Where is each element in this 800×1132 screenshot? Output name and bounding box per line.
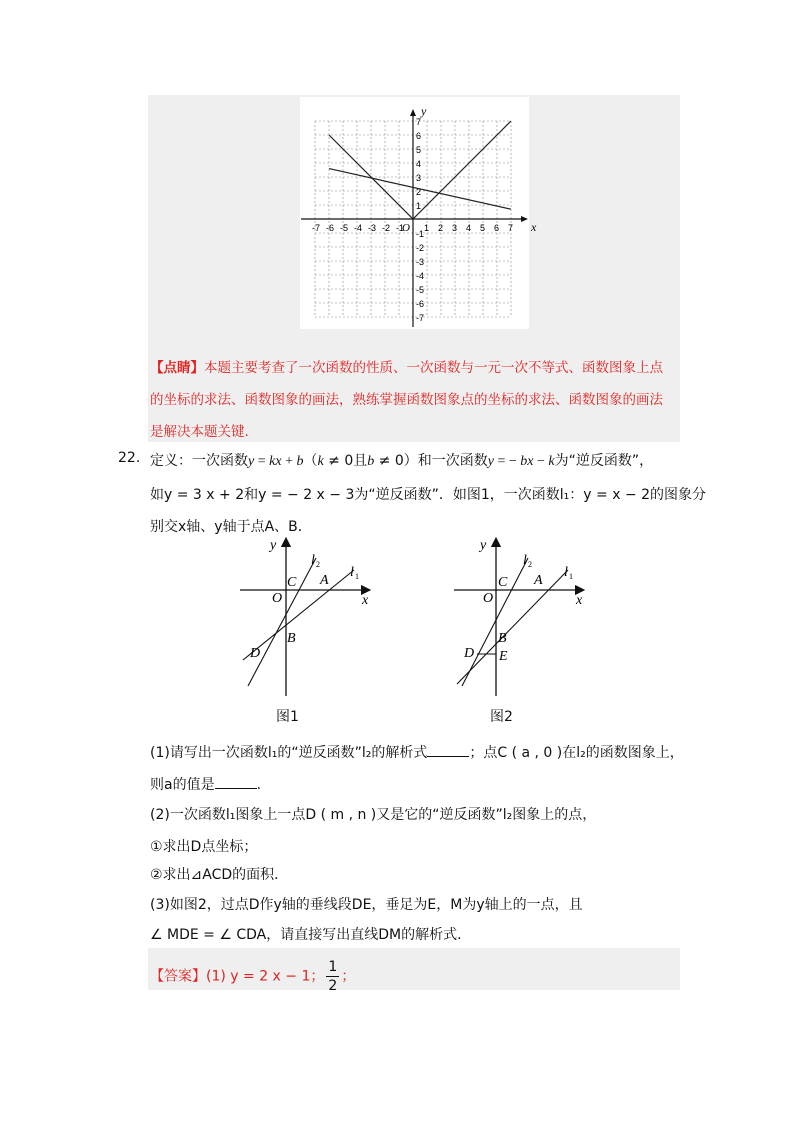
x-tick-label: -5 <box>340 223 349 233</box>
label-O: O <box>483 591 494 606</box>
label-l1-sub: 1 <box>569 572 573 581</box>
label-l2: l <box>523 553 527 568</box>
x-tick-label: 6 <box>494 223 500 233</box>
y-tick-label: -6 <box>416 299 425 309</box>
y-tick-label: -2 <box>416 243 425 253</box>
y-axis-label: y <box>421 104 427 118</box>
label-B: B <box>498 631 507 646</box>
part-3-line-1: (3)如图2，过点D作y轴的垂线段DE，垂足为E，M为y轴上的一点，且 <box>150 897 583 913</box>
label-C: C <box>287 575 297 590</box>
x-tick-label: 3 <box>452 223 458 233</box>
x-tick-label: -6 <box>326 223 335 233</box>
answer-blank-2 <box>215 776 257 789</box>
label-y: y <box>270 538 277 553</box>
x-tick-label: 1 <box>424 223 430 233</box>
label-E: E <box>499 649 508 664</box>
label-y: y <box>480 538 487 553</box>
label-l1: l <box>350 565 354 580</box>
y-tick-label: 7 <box>416 117 422 127</box>
label-D: D <box>250 646 261 661</box>
x-tick-label: 2 <box>438 223 444 233</box>
answer-text: (1) y = 2 x − 1； <box>206 968 325 985</box>
y-tick-label: 2 <box>416 187 422 197</box>
x-tick-label: 4 <box>466 223 472 233</box>
label-l2-sub: 2 <box>316 560 320 569</box>
answer-tag: 【答案】 <box>150 968 206 985</box>
y-tick-label: 6 <box>416 131 422 141</box>
comment-block <box>150 352 676 448</box>
x-tick-label: -2 <box>382 223 391 233</box>
origin-label: O <box>402 222 410 234</box>
x-axis-arrow <box>521 216 528 222</box>
x-tick-label: 7 <box>508 223 514 233</box>
label-A: A <box>534 573 543 588</box>
label-x: x <box>576 593 583 608</box>
label-l2-sub: 2 <box>528 560 532 569</box>
part-1-line-1: (1)请写出一次函数l₁的“逆反函数”l₂的解析式 ；点C ( a , 0 )在l₂的函数图象上， <box>150 745 684 761</box>
label-A: A <box>320 573 329 588</box>
y-tick-label: -4 <box>416 271 425 281</box>
question-number: 22. <box>118 450 141 466</box>
label-C: C <box>498 575 508 590</box>
y-tick-label: -1 <box>416 229 425 239</box>
part-2-item-1: ①求出D点坐标； <box>150 839 258 855</box>
answer-fraction: $\frac{1}{2}$ <box>328 959 338 994</box>
label-l2: l <box>311 553 315 568</box>
line-l2 <box>248 558 316 686</box>
x-tick-label: -3 <box>368 223 377 233</box>
question-line-1: 定义：一次函数y = kx + b（k ≠ 0且b ≠ 0）和一次函数y = − bx − k为“逆反函数”， <box>150 453 654 469</box>
y-tick-label: 1 <box>416 201 422 211</box>
x-tick-label: -7 <box>312 223 321 233</box>
y-tick-label: -3 <box>416 257 425 267</box>
comment-tag: 【点睛】 <box>150 360 204 376</box>
label-l1: l <box>564 565 568 580</box>
y-axis-arrow <box>410 109 416 116</box>
y-tick-label: 3 <box>416 173 422 183</box>
figure-2 <box>450 536 590 700</box>
y-tick-label: -7 <box>416 313 425 323</box>
y-tick-label: 4 <box>416 159 422 169</box>
x-axis-label: x <box>531 220 537 234</box>
label-B: B <box>287 631 296 646</box>
question-line-3: 别交x轴、y轴于点A、B． <box>150 519 312 535</box>
part-1-line-2: 则a的值是 . <box>150 777 262 793</box>
part-2-item-2: ②求出⊿ACD的面积． <box>150 867 289 883</box>
y-tick-label: 5 <box>416 145 422 155</box>
part-3-line-2: ∠ MDE = ∠ CDA，请直接写出直线DM的解析式． <box>150 927 472 943</box>
figure-2-caption: 图2 <box>490 709 513 725</box>
label-D: D <box>464 646 475 661</box>
answer-blank-1 <box>427 744 469 757</box>
label-O: O <box>272 591 283 606</box>
part-2-line-1: (2)一次函数l₁图象上一点D ( m , n )又是它的“逆反函数”l₂图象上的点， <box>150 807 597 823</box>
x-tick-label: 5 <box>480 223 486 233</box>
label-l1-sub: 1 <box>355 572 359 581</box>
comment-text: 本题主要考查了一次函数的性质、一次函数与一元一次不等式、函数图象上点的坐标的求法、函数图象的画法，熟练掌握函数图象点的坐标的求法、函数图象的画法是解决本题关键. <box>150 360 663 440</box>
label-x: x <box>362 593 369 608</box>
coordinate-graph <box>300 97 537 329</box>
answer-line: 【答案】(1) y = 2 x − 1； $\frac{1}{2}$ ； <box>150 959 356 994</box>
coordinate-graph-svg <box>300 97 537 329</box>
y-tick-label: -5 <box>416 285 425 295</box>
figure-1 <box>236 536 376 700</box>
x-tick-label: -4 <box>354 223 363 233</box>
x-tick-label: -1 <box>396 223 405 233</box>
question-line-2: 如y = 3 x + 2和y = − 2 x − 3为“逆反函数”．如图1，一次函数l₁：y = x − 2的图象分 <box>150 487 707 503</box>
figure-1-caption: 图1 <box>276 709 299 725</box>
